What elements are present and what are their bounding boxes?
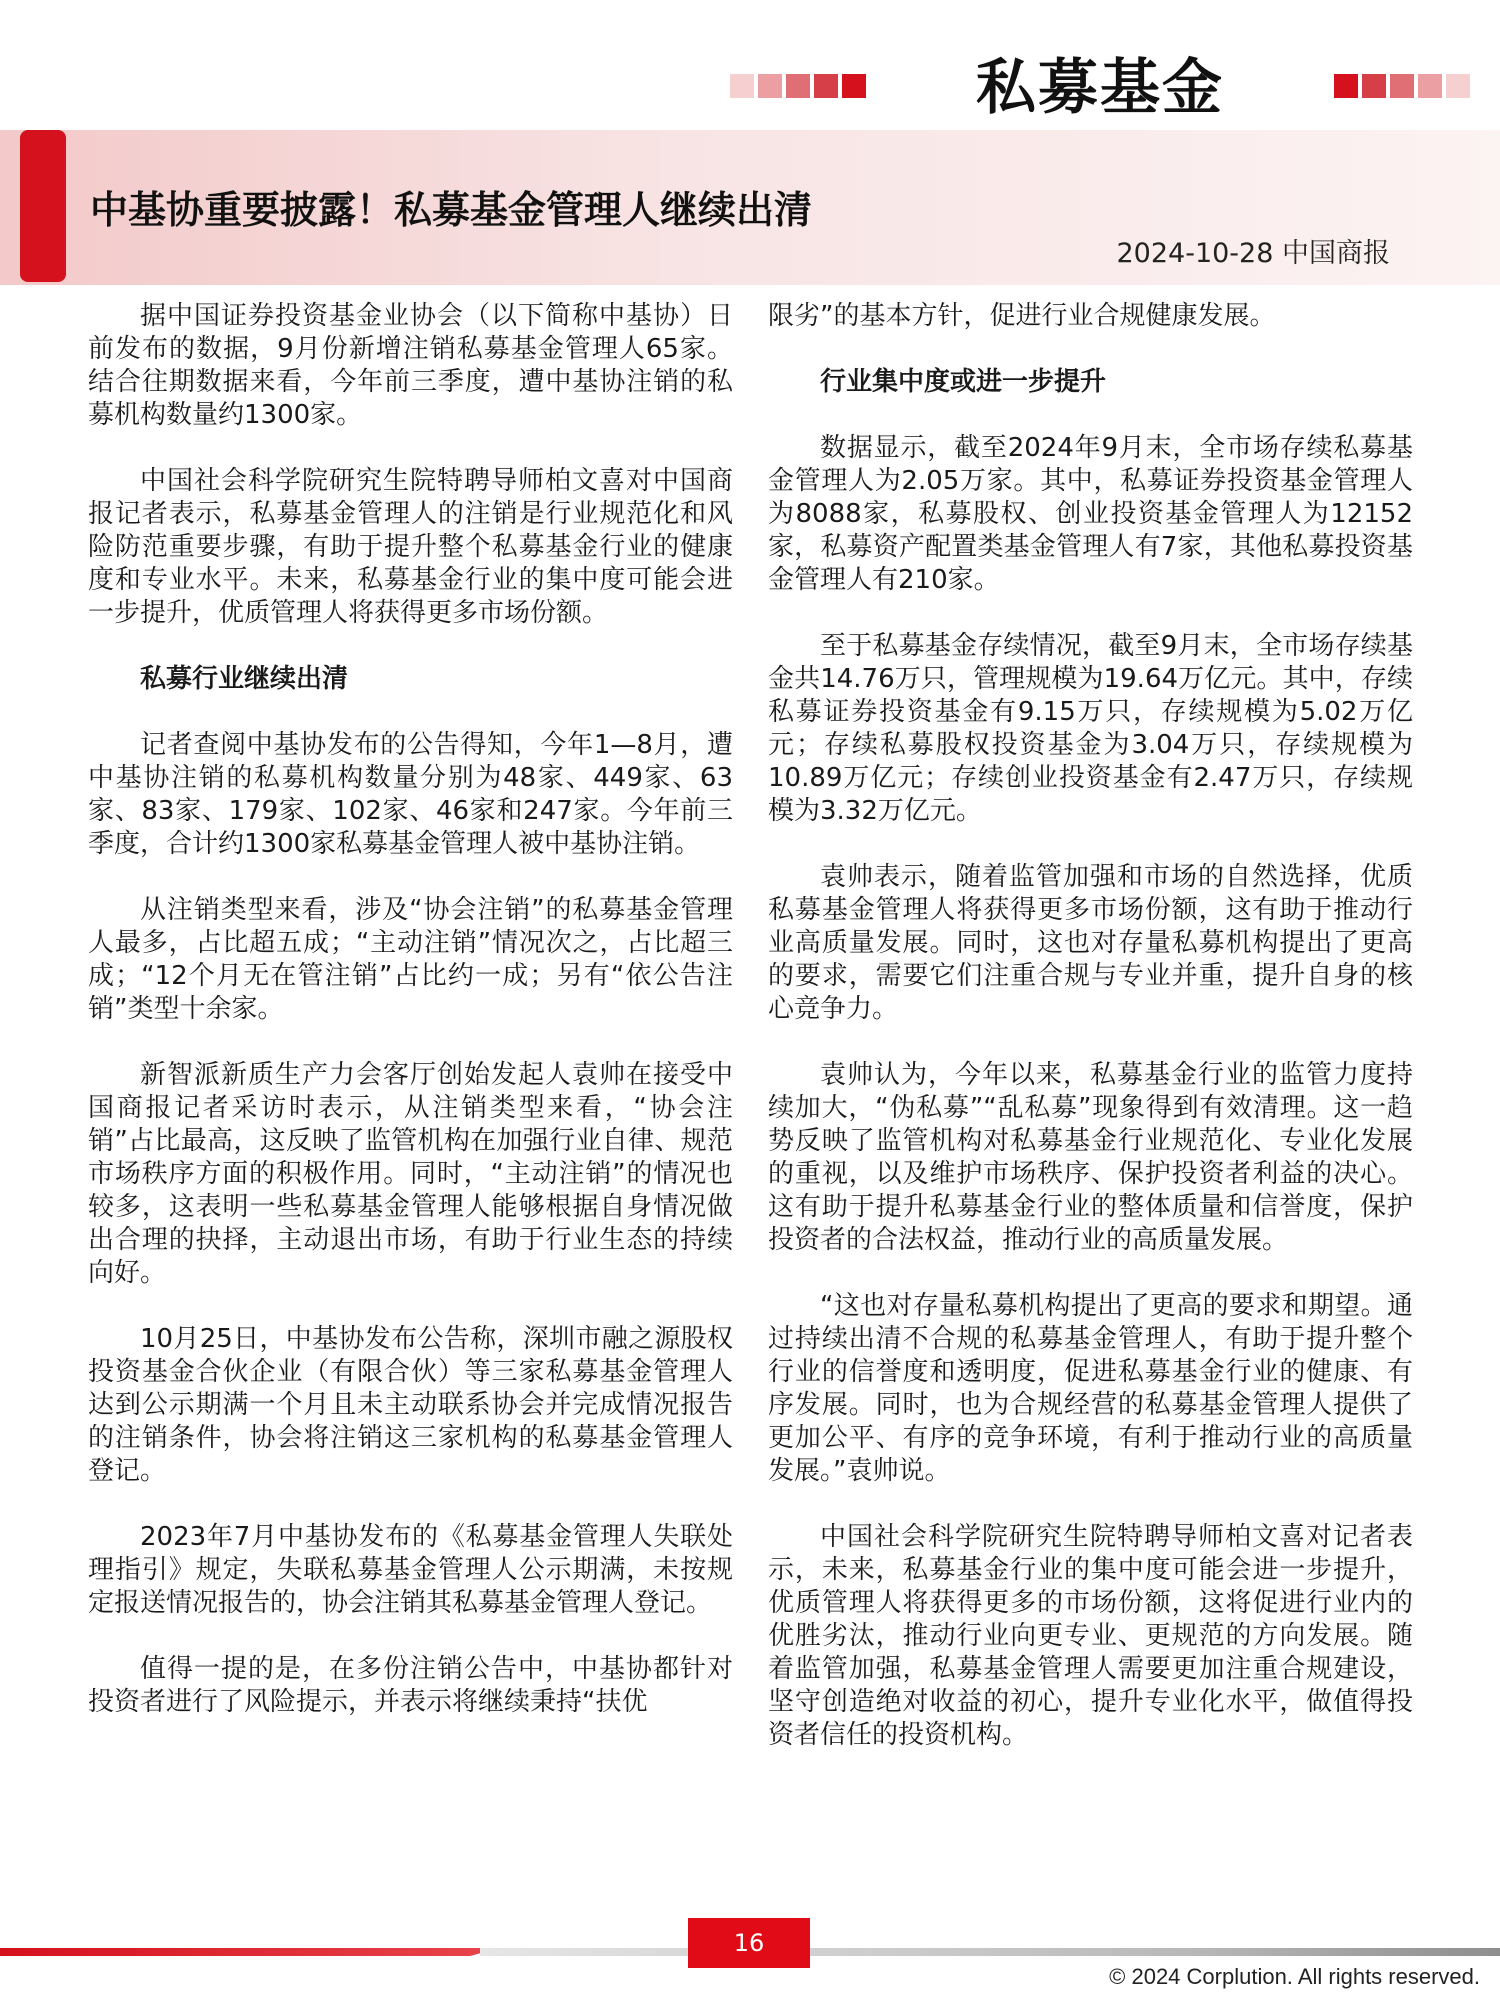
article-paragraph: 袁帅表示，随着监管加强和市场的自然选择，优质私募基金管理人将获得更多市场份额，这有助于推动行业高质量发展。同时，这也对存量私募机构提出了更高的要求，需要它们注重合规与专业并重，提升自身的核心竞争力。 [768, 862, 1413, 1024]
header-deco-square [758, 74, 782, 98]
header-deco-square [1446, 74, 1470, 98]
article-paragraph: 中国社会科学院研究生院特聘导师柏文喜对记者表示，未来，私募基金行业的集中度可能会进一步提升，优质管理人将获得更多的市场份额，这将促进行业内的优胜劣汰，推动行业向更专业、更规范的方向发展。随着监管加强，私募基金管理人需要更加注重合规建设，坚守创造绝对收益的初心，提升专业化水平，做值得投资者信任的投资机构。 [768, 1522, 1413, 1750]
page-number: 16 [688, 1918, 810, 1968]
article-paragraph: 中国社会科学院研究生院特聘导师柏文喜对中国商报记者表示，私募基金管理人的注销是行业规范化和风险防范重要步骤，有助于提升整个私募基金行业的健康度和专业水平。未来，私募基金行业的集中度可能会进一步提升，优质管理人将获得更多市场份额。 [88, 466, 733, 628]
footer-gray-bar [480, 1948, 1500, 1956]
header-deco-square [814, 74, 838, 98]
article-paragraph: 新智派新质生产力会客厅创始发起人袁帅在接受中国商报记者采访时表示，从注销类型来看，“协会注销”占比最高，这反映了监管机构在加强行业自律、规范市场秩序方面的积极作用。同时，“主动注销”的情况也较多，这表明一些私募基金管理人能够根据自身情况做出合理的抉择，主动退出市场，有助于行业生态的持续向好。 [88, 1060, 733, 1288]
article-paragraph: 10月25日，中基协发布公告称，深圳市融之源股权投资基金合伙企业（有限合伙）等三家私募基金管理人达到公示期满一个月且未主动联系协会并完成情况报告的注销条件，协会将注销这三家机构的私募基金管理人登记。 [88, 1324, 733, 1486]
footer-red-bar [0, 1948, 500, 1956]
article-title: 中基协重要披露！私募基金管理人继续出清 [90, 188, 813, 232]
right-column [768, 300, 1413, 1785]
header-deco-square [1418, 74, 1442, 98]
article-paragraph: 值得一提的是，在多份注销公告中，中基协都针对投资者进行了风险提示，并表示将继续秉持“扶优 [88, 1654, 733, 1717]
article-paragraph: 据中国证券投资基金业协会（以下简称中基协）日前发布的数据，9月份新增注销私募基金管理人65家。结合往期数据来看，今年前三季度，遭中基协注销的私募机构数量约1300家。 [88, 301, 733, 430]
article-paragraph: “这也对存量私募机构提出了更高的要求和期望。通过持续出清不合规的私募基金管理人，有助于提升整个行业的信誉度和透明度，促进私募基金行业的健康、有序发展。同时，也为合规经营的私募基金管理人提供了更加公平、有序的竞争环境，有利于推动行业的高质量发展。”袁帅说。 [768, 1291, 1413, 1486]
article-date-source: 2024-10-28 中国商报 [1116, 238, 1390, 269]
header-deco-square [1390, 74, 1414, 98]
section-heading: 私募行业继续出清 [140, 664, 349, 694]
header-deco-square [1362, 74, 1386, 98]
section-heading: 行业集中度或进一步提升 [820, 367, 1107, 397]
article-paragraph: 至于私募基金存续情况，截至9月末，全市场存续基金共14.76万只，管理规模为19.64万亿元。其中，存续私募证券投资基金有9.15万只，存续规模为5.02万亿元；存续私募股权投资基金为3.04万只，存续规模为10.89万亿元；存续创业投资基金有2.47万只，存续规模为3.32万亿元。 [768, 631, 1413, 826]
copyright-notice: © 2024 Corplution. All rights reserved. [1109, 1964, 1480, 1989]
article-paragraph: 2023年7月中基协发布的《私募基金管理人失联处理指引》规定，失联私募基金管理人公示期满，未按规定报送情况报告的，协会注销其私募基金管理人登记。 [88, 1522, 733, 1618]
header-deco-square [730, 74, 754, 98]
article-paragraph: 记者查阅中基协发布的公告得知，今年1—8月，遭中基协注销的私募机构数量分别为48家、449家、63家、83家、179家、102家、46家和247家。今年前三季度，合计约1300家私募基金管理人被中基协注销。 [88, 730, 733, 859]
banner-accent-tab [20, 130, 66, 282]
article-paragraph: 数据显示，截至2024年9月末，全市场存续私募基金管理人为2.05万家。其中，私募证券投资基金管理人为8088家，私募股权、创业投资基金管理人为12152家，私募资产配置类基金管理人有7家，其他私募投资基金管理人有210家。 [768, 433, 1413, 595]
article-paragraph: 从注销类型来看，涉及“协会注销”的私募基金管理人最多，占比超五成；“主动注销”情况次之，占比超三成；“12个月无在管注销”占比约一成；另有“依公告注销”类型十余家。 [88, 895, 733, 1024]
article-paragraph: 袁帅认为，今年以来，私募基金行业的监管力度持续加大，“伪私募”“乱私募”现象得到有效清理。这一趋势反映了监管机构对私募基金行业规范化、专业化发展的重视，以及维护市场秩序、保护投资者利益的决心。这有助于提升私募基金行业的整体质量和信誉度，保护投资者的合法权益，推动行业的高质量发展。 [768, 1060, 1413, 1255]
header-deco-square [786, 74, 810, 98]
header-deco-square [1334, 74, 1358, 98]
section-title: 私募基金 [976, 53, 1224, 123]
left-column [88, 300, 733, 1752]
article-paragraph: 限劣”的基本方针，促进行业合规健康发展。 [768, 301, 1276, 331]
header-deco-square [842, 74, 866, 98]
page-header [0, 0, 1500, 130]
